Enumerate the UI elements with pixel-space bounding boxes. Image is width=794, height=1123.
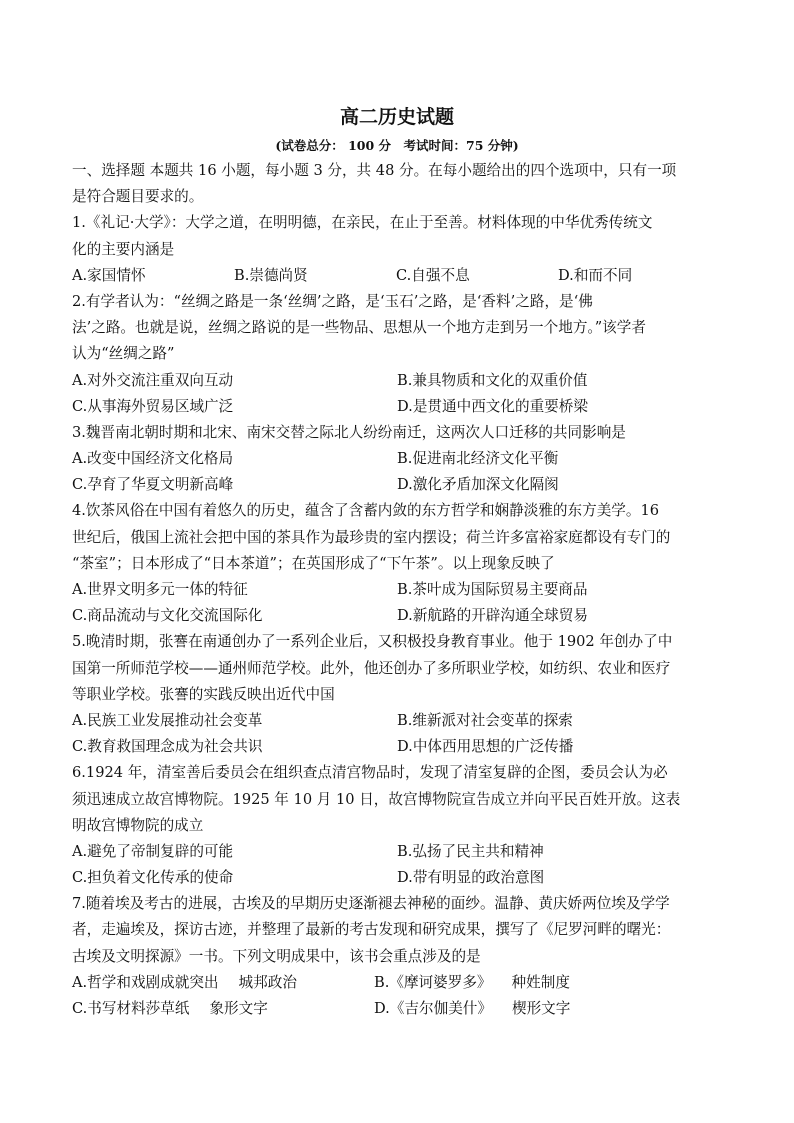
- option-d-part-1: D.《吉尔伽美什》: [374, 1000, 492, 1017]
- option-a-part-1: A.哲学和戏剧成就突出: [72, 973, 219, 991]
- option-c: C.商品流动与文化交流国际化: [72, 607, 263, 625]
- options-row: [72, 708, 722, 734]
- text-line: 是符合题目要求的。: [72, 188, 204, 206]
- options-row: [72, 394, 722, 420]
- option-c: C.从事海外贸易区域广泛: [72, 397, 234, 415]
- question-text: 世纪后，俄国上流社会把中国的茶具作为最珍贵的室内摆设；荷兰许多富裕家庭都设有专门的: [72, 528, 671, 546]
- option-b: B.弘扬了民主共和精神: [397, 842, 544, 860]
- option-b-part-2: 种姓制度: [511, 973, 570, 991]
- options-row: [72, 446, 722, 472]
- option-b: B.兼具物质和文化的双重价值: [397, 371, 588, 389]
- question-7: [72, 891, 722, 1022]
- question-text: 等职业学校。张謇的实践反映出近代中国: [72, 685, 335, 703]
- option-d: D.新航路的开辟沟通全球贸易: [397, 607, 588, 625]
- option-a-part-2: 城邦政治: [238, 973, 297, 991]
- question-text: 者，走遍埃及，探访古迹，并整理了最新的考古发现和研究成果，撰写了《尼罗河畔的曙光：: [72, 921, 671, 939]
- options-row: [72, 734, 722, 760]
- option-a: [72, 970, 374, 996]
- options-row: [72, 603, 722, 629]
- option-d-part-2: 楔形文字: [511, 1000, 571, 1017]
- option-a: A.对外交流注重双向互动: [72, 371, 234, 389]
- option-a: A.家国情怀: [72, 266, 146, 284]
- exam-info: (试卷总分： 100 分 考试时间：75 分钟): [275, 138, 519, 153]
- option-d: D.带有明显的政治意图: [397, 869, 545, 887]
- options-row: [72, 970, 722, 996]
- question-text: 3.魏晋南北朝时期和北宋、南宋交替之际北人纷纷南迁，这两次人口迁移的共同影响是: [72, 423, 626, 441]
- options-row: [72, 472, 722, 498]
- question-text: 须迅速成立故宫博物院。1925 年 10 月 10 日，故宫博物院宣告成立并向平民百姓开放。这表: [72, 790, 681, 808]
- page-title: 高二历史试题: [339, 106, 454, 128]
- question-text: 7.随着埃及考古的进展，古埃及的早期历史逐渐褪去神秘的面纱。温静、黄庆娇两位埃及学学: [72, 895, 670, 913]
- exam-page: [72, 100, 722, 1022]
- option-b: B.茶叶成为国际贸易主要商品: [397, 581, 588, 598]
- question-text: 国第一所师范学校——通州师范学校。此外，他还创办了多所职业学校，如纺织、农业和医疗: [72, 659, 671, 677]
- options-row: [72, 577, 722, 603]
- options-row: [72, 839, 722, 865]
- option-a: A.世界文明多元一体的特征: [72, 581, 248, 598]
- options-row: [72, 263, 722, 289]
- question-text: 古埃及文明探源》一书。下列文明成果中，该书会重点涉及的是: [72, 947, 481, 965]
- option-d: D.激化矛盾加深文化隔阂: [397, 476, 559, 494]
- question-2: [72, 289, 722, 420]
- question-text: 5.晚清时期，张謇在南通创办了一系列企业后，又积极投身教育事业。他于 1902 年创办了中: [72, 633, 673, 651]
- question-text: 4.饮茶风俗在中国有着悠久的历史，蕴含了含蓄内敛的东方哲学和娴静淡雅的东方美学。16: [72, 502, 660, 520]
- question-text: 1.《礼记·大学》：大学之道，在明明德，在亲民，在止于至善。材料体现的中华优秀传统文: [72, 214, 653, 232]
- options-row: [72, 368, 722, 394]
- question-1: [72, 210, 722, 289]
- text-line: 一、选择题 本题共 16 小题，每小题 3 分，共 48 分。在每小题给出的四个选项中，只有一项: [72, 162, 677, 179]
- option-c: C.担负着文化传承的使命: [72, 869, 234, 887]
- option-b: B.崇德尚贤: [234, 266, 308, 284]
- question-text: “茶室”；日本形成了“日本茶道”；在英国形成了“下午茶”。以上现象反映了: [72, 554, 555, 572]
- option-b-part-1: B.《摩诃婆罗多》: [374, 973, 492, 991]
- option-c: C.教育救国理念成为社会共识: [72, 738, 263, 756]
- question-3: [72, 420, 722, 499]
- option-c-part-2: 象形文字: [209, 1000, 268, 1017]
- question-text: 法’之路。也就是说，丝绸之路说的是一些物品、思想从一个地方走到另一个地方。”该学者: [72, 319, 646, 337]
- question-6: [72, 760, 722, 891]
- option-c: C.孕育了华夏文明新高峰: [72, 476, 234, 494]
- option-c-part-1: C.书写材料莎草纸: [72, 1000, 190, 1017]
- options-row: [72, 865, 722, 891]
- question-text: 6.1924 年，清室善后委员会在组织查点清宫物品时，发现了清室复辟的企图，委员会认为必: [72, 764, 668, 782]
- option-b: [374, 970, 570, 996]
- options-row: [72, 996, 722, 1022]
- question-text: 2.有学者认为：“丝绸之路是一条‘丝绸’之路，是‘玉石’之路，是‘香料’之路，是‘佛: [72, 292, 593, 310]
- option-a: A.改变中国经济文化格局: [72, 450, 234, 468]
- option-a: A.民族工业发展推动社会变革: [72, 711, 263, 729]
- question-text: 明故宫博物院的成立: [72, 816, 204, 834]
- option-b: B.维新派对社会变革的探索: [397, 711, 573, 729]
- option-d: [374, 996, 570, 1022]
- option-d: D.是贯通中西文化的重要桥梁: [397, 397, 588, 415]
- option-d: D.和而不同: [558, 266, 633, 284]
- question-text: 化的主要内涵是: [72, 240, 175, 258]
- option-b: B.促进南北经济文化平衡: [397, 450, 559, 468]
- option-c: [72, 996, 374, 1022]
- option-a: A.避免了帝制复辟的可能: [72, 842, 234, 860]
- question-text: 认为“丝绸之路”: [72, 345, 175, 363]
- option-c: C.自强不息: [396, 266, 470, 284]
- section-instructions: [72, 158, 722, 210]
- question-4: [72, 498, 722, 629]
- option-d: D.中体西用思想的广泛传播: [397, 738, 574, 756]
- question-5: [72, 629, 722, 760]
